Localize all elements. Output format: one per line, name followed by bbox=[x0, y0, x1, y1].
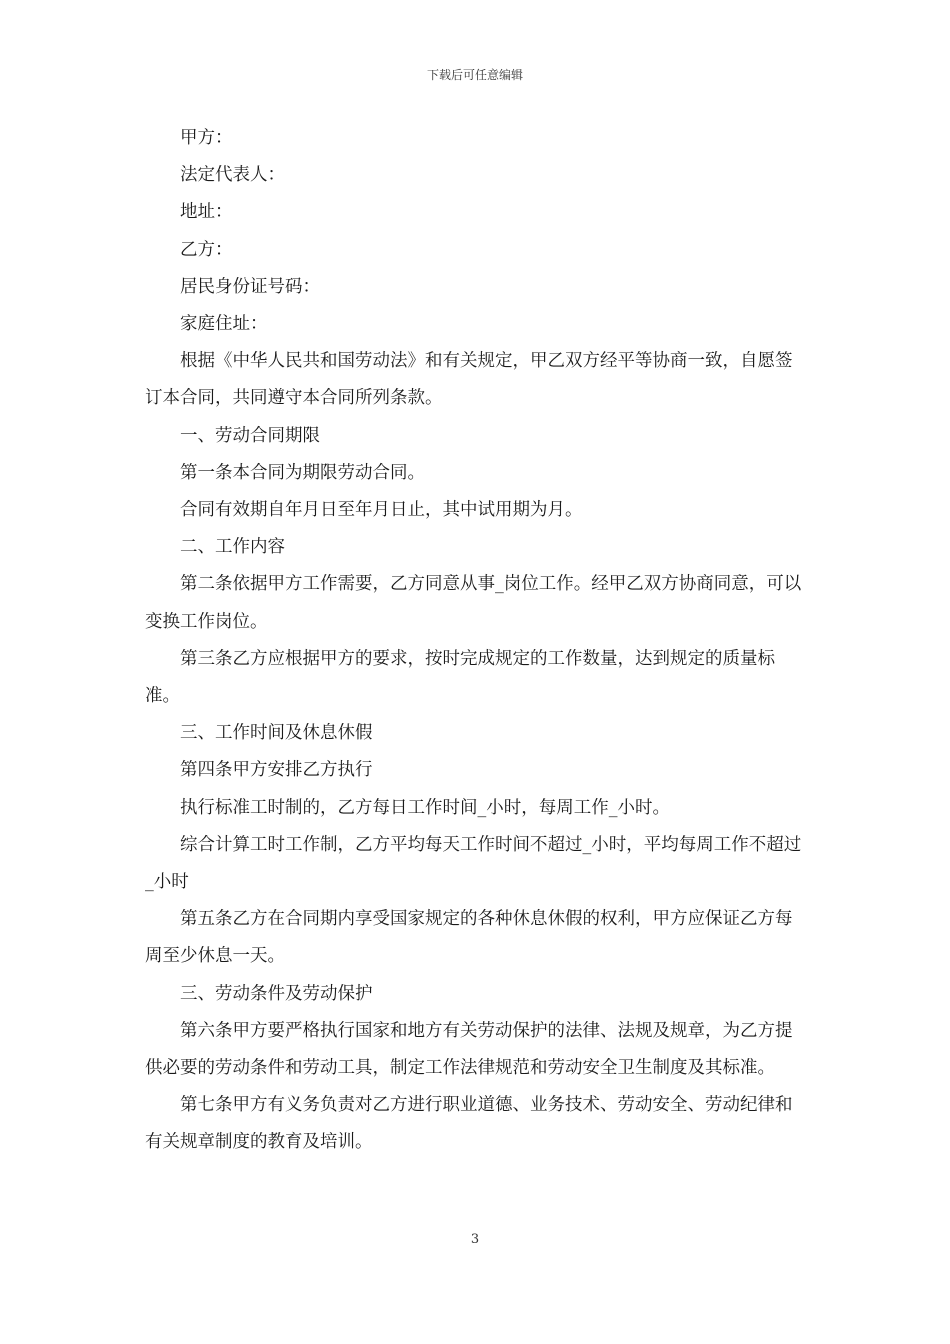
legal-representative-label: 法定代表人： bbox=[180, 165, 285, 186]
section-heading-term: 一、劳动合同期限 bbox=[180, 425, 320, 446]
document-body bbox=[145, 120, 807, 1162]
comprehensive-hours: 综合计算工时工作制，乙方平均每天工作时间不超过_小时，平均每周工作不超过_小时 bbox=[145, 834, 802, 893]
article-2: 第二条依据甲方工作需要，乙方同意从事_岗位工作。经甲乙双方协商同意，可以变换工作岗位。 bbox=[145, 574, 802, 632]
section-heading-work-hours: 三、工作时间及休息休假 bbox=[180, 723, 373, 744]
party-b-label: 乙方： bbox=[180, 239, 233, 260]
contract-validity: 合同有效期自年月日至年月日止，其中试用期为月。 bbox=[180, 500, 583, 521]
article-7: 第七条甲方有义务负责对乙方进行职业道德、业务技术、劳动安全、劳动纪律和有关规章制度的教育及培训。 bbox=[145, 1095, 793, 1153]
address-label: 地址： bbox=[180, 202, 233, 223]
article-3: 第三条乙方应根据甲方的要求，按时完成规定的工作数量，达到规定的质量标准。 bbox=[145, 648, 775, 707]
article-4: 第四条甲方安排乙方执行 bbox=[180, 760, 373, 781]
header-note: 下载后可任意编辑 bbox=[426, 68, 523, 82]
preamble-paragraph: 根据《中华人民共和国劳动法》和有关规定，甲乙双方经平等协商一致，自愿签订本合同，共同遵守本合同所列条款。 bbox=[145, 351, 793, 409]
article-6: 第六条甲方要严格执行国家和地方有关劳动保护的法律、法规及规章，为乙方提供必要的劳动条件和劳动工具，制定工作法律规范和劳动安全卫生制度及其标准。 bbox=[145, 1020, 793, 1079]
party-a-label: 甲方： bbox=[180, 128, 233, 148]
home-address-label: 家庭住址： bbox=[180, 314, 268, 335]
standard-hours: 执行标准工时制的，乙方每日工作时间_小时，每周工作_小时。 bbox=[180, 797, 670, 818]
article-5: 第五条乙方在合同期内享受国家规定的各种休息休假的权利，甲方应保证乙方每周至少休息一天。 bbox=[145, 909, 793, 967]
article-1: 第一条本合同为期限劳动合同。 bbox=[180, 462, 425, 483]
page-number: 3 bbox=[470, 1232, 480, 1247]
section-heading-work-content: 二、工作内容 bbox=[180, 537, 285, 558]
id-number-label: 居民身份证号码： bbox=[180, 276, 320, 297]
section-heading-labor-protection: 三、劳动条件及劳动保护 bbox=[180, 983, 373, 1004]
